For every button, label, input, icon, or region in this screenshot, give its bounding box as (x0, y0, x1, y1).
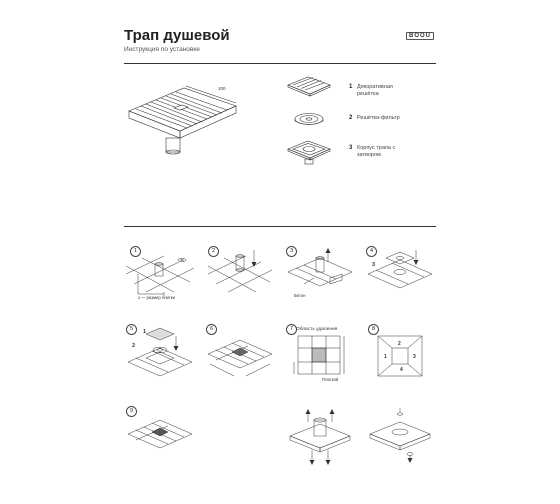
step-7-number: 7 (286, 324, 297, 335)
part-number-1: 1 (349, 84, 353, 90)
step-8-callout-2: 2 (398, 341, 401, 347)
part-number-3: 3 (349, 145, 353, 151)
part-grate-icon (284, 73, 336, 99)
step-6-number: 6 (206, 324, 217, 335)
drain-main-drawing (124, 76, 244, 176)
step-3-note: Бетон (294, 293, 306, 298)
step-8-callout-1: 1 (384, 354, 387, 360)
main-dim-label: 100 (218, 86, 226, 91)
brand-logo: BOOU (406, 32, 434, 40)
step-1-note: х — размер плитки (138, 295, 175, 300)
part-number-2: 2 (349, 115, 353, 121)
part-label-1-line2: решётка (357, 91, 379, 97)
step-5-callout-2: 2 (132, 343, 136, 349)
step-2-number: 2 (208, 246, 219, 257)
step-7-note2: Плиткой (322, 377, 339, 382)
section-divider (124, 226, 436, 227)
header-divider (124, 63, 436, 64)
step-8-callout-3: 3 (413, 354, 416, 360)
part-body-icon (284, 137, 336, 167)
step-8-callout-4: 4 (400, 367, 403, 373)
page-title: Трап душевой (124, 27, 230, 44)
step-3-number: 3 (286, 246, 297, 257)
part-label-1-line1: Декоративная (357, 84, 393, 90)
step-4-callout: 3 (372, 262, 376, 268)
part-filter-icon (292, 111, 326, 129)
page-subtitle: Инструкция по установке (124, 46, 200, 53)
part-label-1 (357, 84, 393, 98)
step-4-number: 4 (366, 246, 377, 257)
part-label-3-line1: Корпус трапа с (357, 145, 396, 151)
part-label-3 (357, 145, 395, 159)
maintenance-remove-illustration (284, 404, 356, 468)
step-8-number: 8 (368, 324, 379, 335)
part-label-2: Решётка-фильтр (357, 115, 400, 121)
step-9-number: 9 (126, 406, 137, 417)
step-5-callout-1: 1 (143, 329, 147, 335)
step-1-number: 1 (130, 246, 141, 257)
step-5-number: 5 (126, 324, 137, 335)
step-7-note: Область удаления (296, 327, 338, 332)
part-label-3-line2: затвором (357, 152, 381, 158)
maintenance-insert-illustration (364, 404, 436, 468)
